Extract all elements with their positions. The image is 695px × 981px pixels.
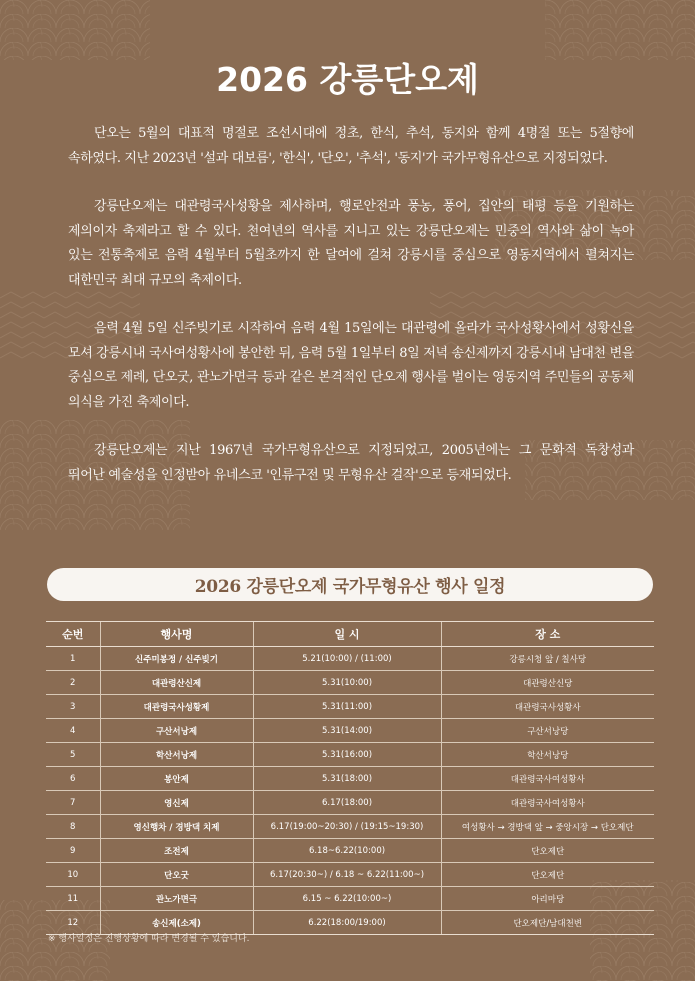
table-header-row bbox=[46, 622, 654, 647]
cell-event: 단오굿 bbox=[100, 863, 253, 887]
header-event: 행사명 bbox=[100, 622, 253, 647]
table-row bbox=[46, 647, 654, 671]
cell-datetime: 6.18~6.22(10:00) bbox=[253, 839, 441, 863]
cell-no: 2 bbox=[46, 671, 100, 695]
schedule-banner: 2026 강릉단오제 국가무형유산 행사 일정 bbox=[47, 568, 653, 601]
cell-datetime: 5.31(16:00) bbox=[253, 743, 441, 767]
cell-no: 5 bbox=[46, 743, 100, 767]
schedule-table bbox=[46, 621, 654, 935]
cell-event: 영신제 bbox=[100, 791, 253, 815]
cell-no: 11 bbox=[46, 887, 100, 911]
paragraph-festival: 강릉단오제는 대관령국사성황을 제사하며, 행로안전과 풍농, 풍어, 집안의 태평 등을 기원하는 제의이자 축제라고 할 수 있다. 천여년의 역사를 지니고 있는 강릉단오제는 민중의 역사와 삶이 녹아 있는 전통축제로 음력 4월부터 5월초까지 한 달여에 걸쳐 강릉시를 중심으로 영동지역에서 펼쳐지는 대한민국 최대 규모의 축제이다. bbox=[68, 199, 634, 288]
cell-place: 구산서낭당 bbox=[441, 719, 654, 743]
table-row bbox=[46, 887, 654, 911]
intro-text bbox=[68, 122, 634, 512]
header-datetime: 일 시 bbox=[253, 622, 441, 647]
table-row bbox=[46, 767, 654, 791]
cell-place: 단오제단 bbox=[441, 863, 654, 887]
cell-event: 구산서낭제 bbox=[100, 719, 253, 743]
cell-datetime: 5.31(14:00) bbox=[253, 719, 441, 743]
cell-place: 학산서낭당 bbox=[441, 743, 654, 767]
cell-place: 강릉시청 앞 / 칠사당 bbox=[441, 647, 654, 671]
cell-datetime: 5.31(18:00) bbox=[253, 767, 441, 791]
cell-no: 4 bbox=[46, 719, 100, 743]
cell-place: 대관령국사여성황사 bbox=[441, 767, 654, 791]
cell-datetime: 6.15 ~ 6.22(10:00~) bbox=[253, 887, 441, 911]
cell-datetime: 5.21(10:00) / (11:00) bbox=[253, 647, 441, 671]
cell-datetime: 6.17(19:00~20:30) / (19:15~19:30) bbox=[253, 815, 441, 839]
table-row bbox=[46, 671, 654, 695]
cell-place: 단오제단 bbox=[441, 839, 654, 863]
cell-datetime: 6.17(18:00) bbox=[253, 791, 441, 815]
header-no: 순번 bbox=[46, 622, 100, 647]
cell-event: 대관령국사성황제 bbox=[100, 695, 253, 719]
cell-no: 3 bbox=[46, 695, 100, 719]
cell-place: 대관령국사성황사 bbox=[441, 695, 654, 719]
header-place: 장 소 bbox=[441, 622, 654, 647]
cell-place: 단오제단/남대천변 bbox=[441, 911, 654, 935]
cell-event: 영신행차 / 경방댁 치제 bbox=[100, 815, 253, 839]
cell-no: 7 bbox=[46, 791, 100, 815]
table-row bbox=[46, 791, 654, 815]
cell-no: 9 bbox=[46, 839, 100, 863]
cell-no: 12 bbox=[46, 911, 100, 935]
cell-place: 대관령산신당 bbox=[441, 671, 654, 695]
cell-event: 송신제(소제) bbox=[100, 911, 253, 935]
cell-event: 대관령산신제 bbox=[100, 671, 253, 695]
cell-no: 8 bbox=[46, 815, 100, 839]
paragraph-heritage: 강릉단오제는 지난 1967년 국가무형유산으로 지정되었고, 2005년에는 그 문화적 독창성과 뛰어난 예술성을 인정받아 유네스코 '인류구전 및 무형유산 걸작'으로 등재되었다. bbox=[68, 443, 634, 483]
cell-event: 신주미봉정 / 신주빚기 bbox=[100, 647, 253, 671]
table-row bbox=[46, 695, 654, 719]
page-title: 2026 강릉단오제 bbox=[216, 60, 479, 99]
table-row bbox=[46, 719, 654, 743]
cell-datetime: 6.22(18:00/19:00) bbox=[253, 911, 441, 935]
paragraph-dano: 단오는 5월의 대표적 명절로 조선시대에 정초, 한식, 추석, 동지와 함께 4명절 또는 5절향에 속하였다. 지난 2023년 '설과 대보름', '한식', '단오', '추석', '동지'가 국가무형유산으로 지정되었다. bbox=[68, 126, 634, 166]
table-row bbox=[46, 815, 654, 839]
cell-place: 여성황사 → 경방댁 앞 → 중앙시장 → 단오제단 bbox=[441, 815, 654, 839]
cell-place: 아리마당 bbox=[441, 887, 654, 911]
table-row bbox=[46, 863, 654, 887]
cell-place: 대관령국사여성황사 bbox=[441, 791, 654, 815]
cell-no: 6 bbox=[46, 767, 100, 791]
footnote: ※ 행사일정은 진행상황에 따라 변경될 수 있습니다. bbox=[48, 934, 250, 944]
cell-datetime: 5.31(10:00) bbox=[253, 671, 441, 695]
cell-no: 10 bbox=[46, 863, 100, 887]
cell-datetime: 5.31(11:00) bbox=[253, 695, 441, 719]
cell-event: 학산서낭제 bbox=[100, 743, 253, 767]
paragraph-schedule: 음력 4월 5일 신주빚기로 시작하여 음력 4월 15일에는 대관령에 올라가 국사성황사에서 성황신을 모셔 강릉시내 국사여성황사에 봉안한 뒤, 음력 5월 1일부터 8일 저녁 송신제까지 강릉시내 남대천 변을 중심으로 제례, 단오굿, 관노가면극 등과 같은 본격적인 단오제 행사를 벌이는 영동지역 주민들의 공동체 의식을 가진 축제이다. bbox=[68, 321, 634, 410]
table-row bbox=[46, 839, 654, 863]
cell-datetime: 6.17(20:30~) / 6.18 ~ 6.22(11:00~) bbox=[253, 863, 441, 887]
cell-event: 봉안제 bbox=[100, 767, 253, 791]
cell-event: 조전제 bbox=[100, 839, 253, 863]
table-row bbox=[46, 743, 654, 767]
cell-event: 관노가면극 bbox=[100, 887, 253, 911]
cell-no: 1 bbox=[46, 647, 100, 671]
